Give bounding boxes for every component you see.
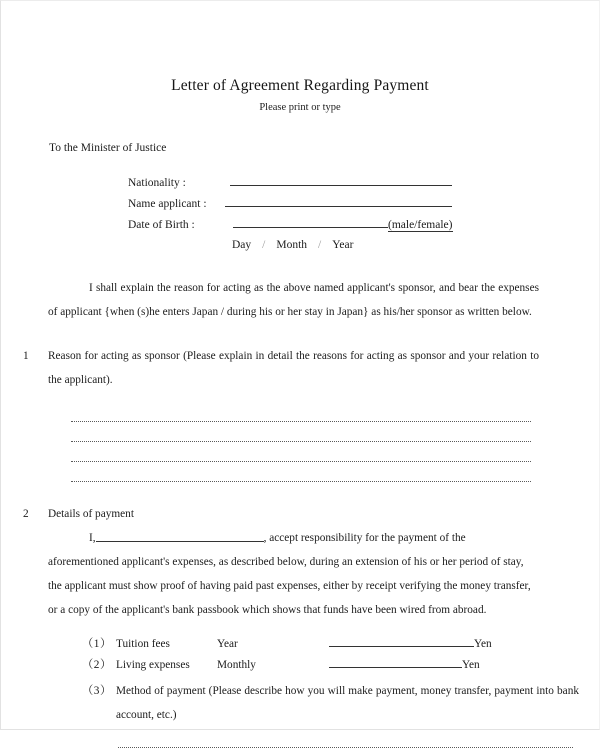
payment-items-list bbox=[82, 634, 599, 748]
payment-item-method bbox=[82, 679, 599, 727]
intro-paragraph: I shall explain the reason for acting as the above named applicant's sponsor, and bear the expenses of applicant {when (s)he enters Japan / during his or her stay in Japan} as his/her sponsor as written below. bbox=[48, 282, 539, 318]
statement-prefix: I, bbox=[89, 532, 96, 544]
slash-separator-icon: / bbox=[318, 239, 322, 251]
nationality-label: Nationality : bbox=[128, 177, 186, 189]
dotted-write-line[interactable] bbox=[71, 462, 531, 482]
section-2-body bbox=[48, 502, 539, 622]
addressee-line: To the Minister of Justice bbox=[49, 142, 167, 154]
item-description: Method of payment (Please describe how you will make payment, money transfer, payment into bank account, etc.) bbox=[116, 685, 579, 721]
month-label: Month bbox=[276, 239, 308, 251]
dotted-write-line[interactable] bbox=[71, 402, 531, 422]
year-label: Year bbox=[332, 239, 354, 251]
day-label: Day bbox=[232, 239, 252, 251]
section-1-number: 1 bbox=[23, 350, 29, 362]
field-row-name-applicant bbox=[128, 194, 599, 215]
title-block bbox=[1, 77, 599, 113]
item-period: Monthly bbox=[217, 659, 256, 671]
field-row-nationality bbox=[128, 173, 599, 194]
date-of-birth-label: Date of Birth : bbox=[128, 219, 195, 231]
section-1-heading: Reason for acting as sponsor (Please explain in detail the reasons for acting as sponsor and your relation to the applicant). bbox=[48, 350, 539, 386]
item-marker: （3） bbox=[82, 685, 112, 697]
date-of-birth-input[interactable] bbox=[233, 215, 388, 228]
item-marker: （2） bbox=[82, 659, 112, 671]
section-1 bbox=[23, 344, 539, 392]
payment-item-tuition bbox=[82, 634, 599, 655]
section-2 bbox=[23, 502, 539, 622]
page-subtitle: Please print or type bbox=[259, 102, 341, 113]
name-applicant-input[interactable] bbox=[225, 194, 452, 207]
nationality-input[interactable] bbox=[230, 173, 452, 186]
dotted-write-line[interactable] bbox=[71, 422, 531, 442]
item-name: Tuition fees bbox=[116, 638, 170, 650]
item-currency-unit: Yen bbox=[462, 659, 480, 671]
name-applicant-label: Name applicant : bbox=[128, 198, 207, 210]
slash-separator-icon: / bbox=[262, 239, 266, 251]
section-2-number: 2 bbox=[23, 508, 29, 520]
payment-item-living-expenses bbox=[82, 655, 599, 676]
section-1-answer-area[interactable] bbox=[71, 402, 599, 482]
statement-suffix: , accept responsibility for the payment of the aforementioned applicant's expenses, as described below, during an extension of his or her period of stay, the applicant must show proof of having paid past expenses, either by receipt verifying the money transfer, or a copy of the applicant's bank passbook which shows that funds have been wired from abroad. bbox=[48, 532, 531, 616]
page-title: Letter of Agreement Regarding Payment bbox=[171, 77, 429, 94]
gender-option-label[interactable]: (male/female) bbox=[388, 219, 453, 231]
sponsor-name-input[interactable] bbox=[96, 530, 264, 542]
item-marker: （1） bbox=[82, 638, 112, 650]
item-currency-unit: Yen bbox=[474, 638, 492, 650]
tuition-amount-input[interactable] bbox=[329, 634, 474, 647]
section-2-heading: Details of payment bbox=[48, 508, 134, 520]
applicant-fields bbox=[128, 173, 599, 251]
dotted-write-line[interactable] bbox=[71, 442, 531, 462]
living-expenses-amount-input[interactable] bbox=[329, 655, 462, 668]
field-row-date-of-birth bbox=[128, 215, 599, 236]
item-period: Year bbox=[217, 638, 238, 650]
item-name: Living expenses bbox=[116, 659, 190, 671]
date-format-hint bbox=[232, 239, 599, 251]
section-2-statement bbox=[48, 526, 539, 622]
